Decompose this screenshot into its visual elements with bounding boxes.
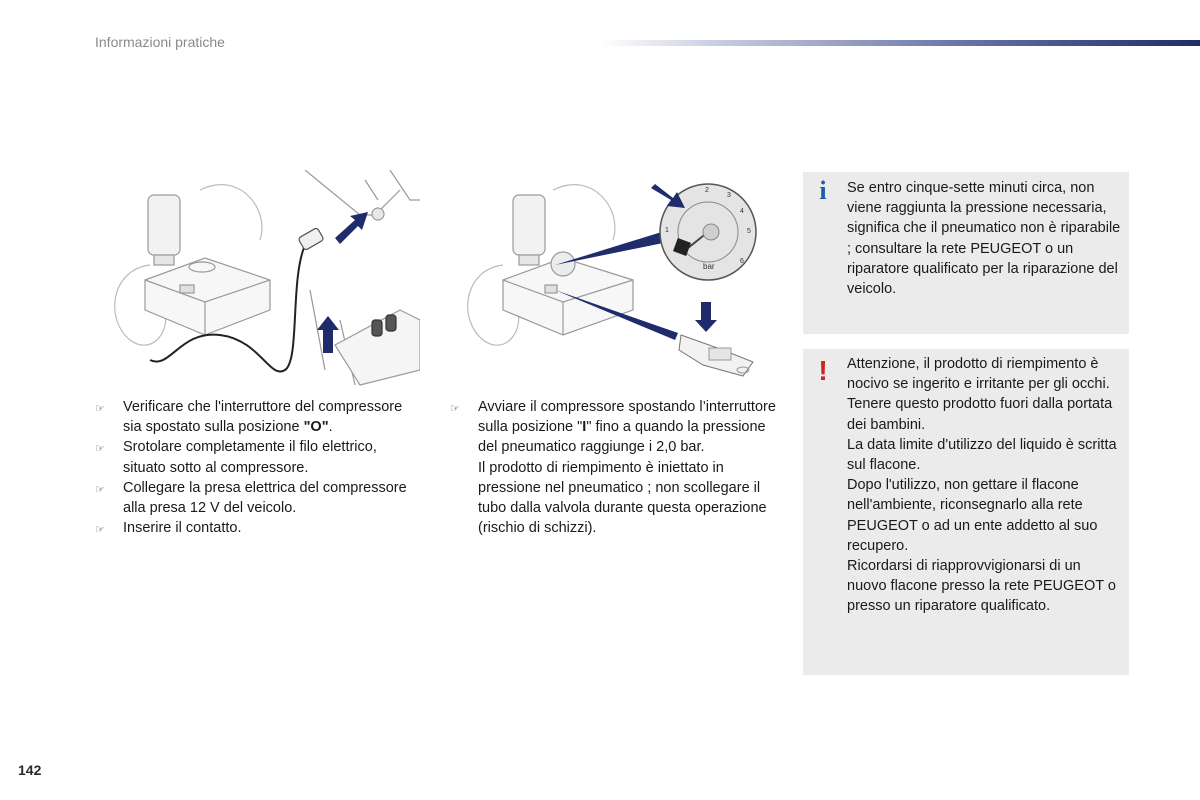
list-item-text: Avviare il compressore spostando l’interruttore sulla posizione "I" fino a quando la pressione del pneumatico raggiunge i 2,0 bar. Il prodotto di riempimento è iniettato in pressione nel pneumatico ; non scollegare il tubo dalla valvola durante questa operazione (rischio di schizzi). [478, 399, 776, 537]
list-item [95, 437, 415, 477]
list-item-text: Inserire il contatto. [123, 520, 242, 537]
pointing-hand-icon: ☞ [450, 403, 460, 415]
gauge-label-6: 6 [740, 258, 744, 265]
compressor-gauge-illustration [463, 170, 773, 390]
warning-icon: ! [818, 355, 828, 386]
list-item [95, 397, 415, 437]
warning-line: Tenere questo prodotto fuori dalla portata dei bambini. [847, 396, 1113, 433]
gauge-label-3: 3 [727, 192, 731, 199]
info-box [803, 172, 1129, 334]
warning-box [803, 349, 1129, 675]
header-gradient-bar [600, 40, 1200, 46]
list-item [450, 397, 780, 538]
list-item-text: Srotolare completamente il filo elettrico, situato sotto al compressore. [123, 439, 377, 476]
warning-line: Dopo l'utilizzo, non gettare il flacone nell'ambiente, riconsegnarlo alla rete PEUGEOT o ad un ente addetto al suo recupero. [847, 477, 1098, 554]
gauge-unit: bar [703, 262, 715, 271]
middle-instructions [450, 397, 780, 538]
gauge-label-5: 5 [747, 228, 751, 235]
pointing-hand-icon: ☞ [95, 443, 105, 456]
pointing-hand-icon: ☞ [95, 483, 105, 496]
list-item-text: Collegare la presa elettrica del compressore alla presa 12 V del veicolo. [123, 479, 407, 517]
section-title: Informazioni pratiche [95, 34, 225, 50]
list-item-text: Verificare che l'interruttore del compressore sia spostato sulla posizione "O". [123, 399, 403, 436]
warning-line: La data limite d'utilizzo del liquido è scritta sul flacone. [847, 436, 1117, 474]
gauge-label-4: 4 [740, 208, 744, 215]
gauge-label-1: 1 [665, 227, 669, 234]
list-item [95, 518, 415, 540]
compressor-connection-illustration [110, 170, 420, 390]
warning-line: Ricordarsi di riapprovvigionarsi di un nuovo flacone presso la rete PEUGEOT o presso un riparatore qualificato. [847, 558, 1116, 615]
pointing-hand-icon: ☞ [95, 403, 105, 415]
list-item [95, 478, 415, 518]
left-instructions [95, 397, 415, 540]
list-item-paragraph: Il prodotto di riempimento è iniettato in pressione nel pneumatico ; non scollegare il tubo dalla valvola durante questa operazione (rischio di schizzi). [478, 459, 767, 537]
pointing-hand-icon: ☞ [95, 524, 105, 537]
warning-box-text [847, 354, 1123, 617]
warning-line: Attenzione, il prodotto di riempimento è nocivo se ingerito e irritante per gli occhi. [847, 356, 1110, 393]
gauge-label-2: 2 [705, 187, 709, 194]
page-number: 142 [18, 762, 42, 778]
info-icon: i [819, 176, 827, 205]
info-box-text: Se entro cinque-sette minuti circa, non viene raggiunta la pressione necessaria, significa che il pneumatico non è riparabile ; consultare la rete PEUGEOT o un riparatore qualificato per la riparazione del veicolo. [847, 180, 1121, 298]
